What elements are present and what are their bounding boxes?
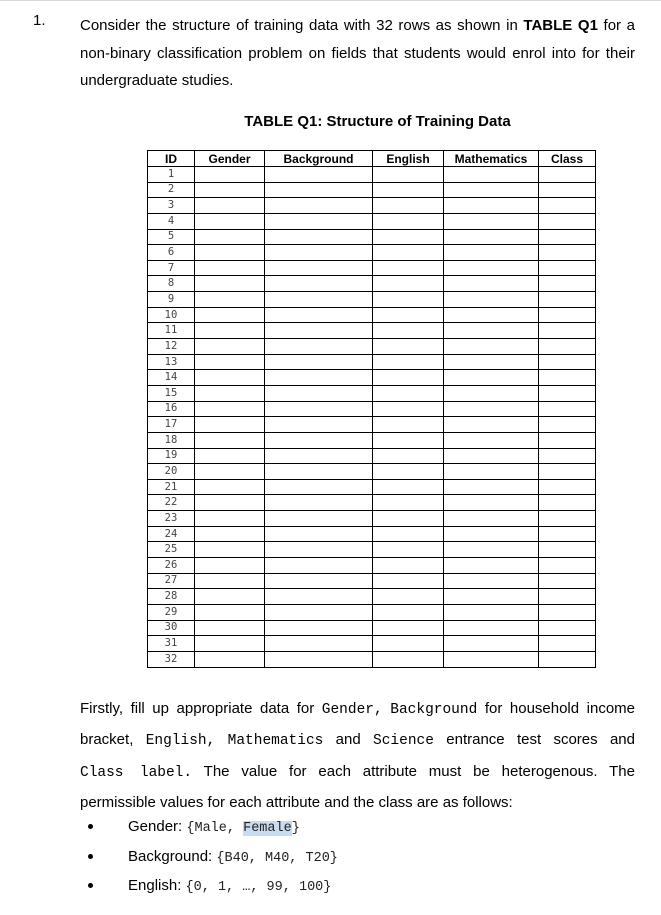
empty-cell	[444, 651, 539, 667]
table-row	[148, 401, 596, 417]
empty-cell	[373, 542, 444, 558]
table-row	[148, 448, 596, 464]
empty-cell	[539, 526, 596, 542]
empty-cell	[539, 198, 596, 214]
empty-cell	[539, 292, 596, 308]
cell-id: 12	[148, 339, 195, 355]
empty-cell	[265, 370, 373, 386]
bullet-icon	[88, 883, 93, 888]
empty-cell	[373, 651, 444, 667]
empty-cell	[195, 495, 265, 511]
cell-id: 27	[148, 573, 195, 589]
empty-cell	[265, 417, 373, 433]
cell-id: 18	[148, 432, 195, 448]
empty-cell	[539, 542, 596, 558]
empty-cell	[195, 464, 265, 480]
cell-id: 8	[148, 276, 195, 292]
cell-id: 11	[148, 323, 195, 339]
empty-cell	[539, 245, 596, 261]
empty-cell	[539, 495, 596, 511]
empty-cell	[265, 604, 373, 620]
cell-id: 3	[148, 198, 195, 214]
cell-id: 26	[148, 558, 195, 574]
bullet-icon	[88, 854, 93, 859]
empty-cell	[539, 385, 596, 401]
empty-cell	[539, 213, 596, 229]
table-row	[148, 292, 596, 308]
cell-id: 10	[148, 307, 195, 323]
empty-cell	[373, 417, 444, 433]
empty-cell	[539, 307, 596, 323]
empty-cell	[373, 354, 444, 370]
empty-cell	[539, 651, 596, 667]
instr-text: bracket,	[80, 731, 146, 749]
empty-cell	[444, 448, 539, 464]
bullet-values: {B40, M40, T20}	[216, 850, 338, 866]
empty-cell	[195, 307, 265, 323]
bullet-label: Background:	[128, 847, 217, 865]
empty-cell	[373, 245, 444, 261]
bullet-label: English:	[128, 877, 186, 894]
table-row	[148, 573, 596, 589]
empty-cell	[265, 495, 373, 511]
empty-cell	[373, 182, 444, 198]
empty-cell	[195, 589, 265, 605]
col-header-gender: Gender	[195, 151, 265, 167]
empty-cell	[373, 292, 444, 308]
table-row	[148, 198, 596, 214]
empty-cell	[539, 432, 596, 448]
empty-cell	[373, 479, 444, 495]
empty-cell	[265, 401, 373, 417]
empty-cell	[444, 245, 539, 261]
empty-cell	[265, 651, 373, 667]
cell-id: 28	[148, 589, 195, 605]
empty-cell	[444, 276, 539, 292]
empty-cell	[373, 385, 444, 401]
table-row	[148, 589, 596, 605]
empty-cell	[373, 573, 444, 589]
empty-cell	[265, 636, 373, 652]
bullet-values-close: }	[291, 821, 300, 836]
cell-id: 6	[148, 245, 195, 261]
code-class-label: Class label.	[80, 764, 193, 781]
empty-cell	[265, 182, 373, 198]
empty-cell	[539, 229, 596, 245]
code-science: Science	[373, 733, 434, 750]
empty-cell	[444, 182, 539, 198]
empty-cell	[444, 260, 539, 276]
cell-id: 23	[148, 511, 195, 527]
cell-id: 19	[148, 448, 195, 464]
bullet-label: Gender:	[128, 818, 187, 835]
table-body	[148, 167, 596, 668]
list-item	[80, 812, 640, 842]
empty-cell	[444, 401, 539, 417]
table-row	[148, 479, 596, 495]
empty-cell	[195, 213, 265, 229]
cell-id: 7	[148, 260, 195, 276]
empty-cell	[265, 464, 373, 480]
empty-cell	[195, 620, 265, 636]
table-row	[148, 260, 596, 276]
cell-id: 15	[148, 385, 195, 401]
instr-text: entrance test scores and	[433, 731, 635, 749]
empty-cell	[265, 213, 373, 229]
bullet-values-highlight[interactable]: Female	[243, 821, 292, 836]
empty-cell	[195, 292, 265, 308]
empty-cell	[444, 620, 539, 636]
empty-cell	[444, 479, 539, 495]
empty-cell	[444, 511, 539, 527]
empty-cell	[373, 370, 444, 386]
empty-cell	[444, 417, 539, 433]
empty-cell	[444, 198, 539, 214]
empty-cell	[444, 589, 539, 605]
empty-cell	[444, 229, 539, 245]
empty-cell	[373, 276, 444, 292]
code-english: English,	[145, 733, 216, 750]
empty-cell	[444, 307, 539, 323]
instructions-paragraph	[80, 694, 635, 818]
empty-cell	[373, 448, 444, 464]
empty-cell	[373, 636, 444, 652]
empty-cell	[373, 260, 444, 276]
table-row	[148, 229, 596, 245]
cell-id: 13	[148, 354, 195, 370]
instructions-line-4: permissible values for each attribute and the class are as follows:	[80, 794, 513, 812]
table-row	[148, 495, 596, 511]
empty-cell	[265, 511, 373, 527]
table-row	[148, 558, 596, 574]
question-intro	[80, 12, 635, 95]
empty-cell	[539, 276, 596, 292]
table-row	[148, 167, 596, 183]
training-data-table	[147, 150, 596, 668]
cell-id: 25	[148, 542, 195, 558]
empty-cell	[444, 558, 539, 574]
table-row	[148, 417, 596, 433]
table-row	[148, 339, 596, 355]
empty-cell	[373, 464, 444, 480]
empty-cell	[539, 464, 596, 480]
empty-cell	[444, 292, 539, 308]
table-row	[148, 604, 596, 620]
empty-cell	[265, 292, 373, 308]
instr-text: and	[323, 731, 374, 749]
table-row	[148, 245, 596, 261]
empty-cell	[195, 354, 265, 370]
empty-cell	[444, 495, 539, 511]
empty-cell	[195, 401, 265, 417]
empty-cell	[539, 589, 596, 605]
empty-cell	[444, 370, 539, 386]
empty-cell	[444, 604, 539, 620]
empty-cell	[373, 432, 444, 448]
empty-cell	[195, 167, 265, 183]
empty-cell	[373, 620, 444, 636]
cell-id: 21	[148, 479, 195, 495]
table-row	[148, 620, 596, 636]
permissible-values-list	[80, 812, 640, 901]
empty-cell	[265, 620, 373, 636]
code-gender: Gender,	[321, 702, 383, 718]
empty-cell	[265, 385, 373, 401]
empty-cell	[373, 323, 444, 339]
cell-id: 9	[148, 292, 195, 308]
table-row	[148, 464, 596, 480]
cell-id: 16	[148, 401, 195, 417]
bullet-text	[128, 812, 300, 844]
instr-text: Firstly, fill up appropriate data for	[80, 700, 322, 717]
table-title: TABLE Q1: Structure of Training Data	[244, 113, 511, 130]
empty-cell	[195, 339, 265, 355]
intro-table-ref: TABLE Q1	[523, 17, 598, 34]
empty-cell	[265, 526, 373, 542]
cell-id: 30	[148, 620, 195, 636]
cell-id: 2	[148, 182, 195, 198]
empty-cell	[373, 495, 444, 511]
empty-cell	[539, 573, 596, 589]
empty-cell	[373, 167, 444, 183]
col-header-english: English	[373, 151, 444, 167]
empty-cell	[265, 198, 373, 214]
empty-cell	[539, 448, 596, 464]
bullet-values: {0, 1, …, 99, 100}	[185, 880, 332, 895]
empty-cell	[195, 385, 265, 401]
empty-cell	[265, 307, 373, 323]
table-row	[148, 432, 596, 448]
code-background: Background	[390, 702, 478, 718]
empty-cell	[539, 370, 596, 386]
empty-cell	[373, 213, 444, 229]
table-row	[148, 651, 596, 667]
empty-cell	[373, 229, 444, 245]
code-mathematics: Mathematics	[227, 733, 324, 750]
empty-cell	[265, 245, 373, 261]
empty-cell	[195, 229, 265, 245]
table-row	[148, 182, 596, 198]
list-item	[80, 871, 640, 901]
cell-id: 4	[148, 213, 195, 229]
empty-cell	[195, 604, 265, 620]
bullet-text	[128, 842, 338, 874]
instr-text: The value for each attribute must be heterogenous. The	[192, 762, 635, 780]
table-row	[148, 323, 596, 339]
empty-cell	[444, 542, 539, 558]
table-row	[148, 354, 596, 370]
table-row	[148, 526, 596, 542]
empty-cell	[373, 526, 444, 542]
empty-cell	[539, 558, 596, 574]
table-row	[148, 276, 596, 292]
list-item	[80, 842, 640, 872]
cell-id: 32	[148, 651, 195, 667]
empty-cell	[195, 417, 265, 433]
empty-cell	[195, 198, 265, 214]
empty-cell	[373, 589, 444, 605]
empty-cell	[539, 511, 596, 527]
empty-cell	[373, 604, 444, 620]
empty-cell	[444, 432, 539, 448]
empty-cell	[265, 167, 373, 183]
instr-text: for household income	[477, 700, 636, 717]
empty-cell	[265, 448, 373, 464]
empty-cell	[195, 245, 265, 261]
empty-cell	[539, 323, 596, 339]
empty-cell	[444, 385, 539, 401]
table-row	[148, 636, 596, 652]
empty-cell	[373, 511, 444, 527]
empty-cell	[539, 636, 596, 652]
empty-cell	[539, 167, 596, 183]
empty-cell	[444, 167, 539, 183]
empty-cell	[444, 526, 539, 542]
empty-cell	[539, 339, 596, 355]
empty-cell	[195, 276, 265, 292]
empty-cell	[444, 339, 539, 355]
empty-cell	[373, 339, 444, 355]
empty-cell	[195, 636, 265, 652]
empty-cell	[265, 589, 373, 605]
bullet-text	[128, 871, 331, 903]
empty-cell	[373, 198, 444, 214]
empty-cell	[444, 464, 539, 480]
table-row	[148, 542, 596, 558]
empty-cell	[195, 182, 265, 198]
instructions-line-3	[80, 757, 635, 788]
empty-cell	[265, 229, 373, 245]
empty-cell	[195, 370, 265, 386]
empty-cell	[444, 354, 539, 370]
empty-cell	[539, 620, 596, 636]
question-number: 1.	[33, 12, 46, 29]
col-header-background: Background	[265, 151, 373, 167]
cell-id: 5	[148, 229, 195, 245]
cell-id: 22	[148, 495, 195, 511]
empty-cell	[265, 558, 373, 574]
empty-cell	[265, 339, 373, 355]
empty-cell	[539, 354, 596, 370]
empty-cell	[539, 401, 596, 417]
table-row	[148, 213, 596, 229]
empty-cell	[539, 417, 596, 433]
empty-cell	[195, 323, 265, 339]
empty-cell	[539, 260, 596, 276]
empty-cell	[265, 542, 373, 558]
empty-cell	[195, 432, 265, 448]
empty-cell	[373, 558, 444, 574]
top-divider	[0, 0, 661, 1]
table-row	[148, 370, 596, 386]
cell-id: 20	[148, 464, 195, 480]
empty-cell	[539, 182, 596, 198]
empty-cell	[265, 276, 373, 292]
table-row	[148, 307, 596, 323]
empty-cell	[265, 323, 373, 339]
empty-cell	[195, 448, 265, 464]
intro-text-1: Consider the structure of training data with 32 rows as shown in	[80, 17, 524, 34]
empty-cell	[373, 401, 444, 417]
col-header-class: Class	[539, 151, 596, 167]
empty-cell	[195, 511, 265, 527]
empty-cell	[373, 307, 444, 323]
bullet-values-open: {Male,	[186, 821, 244, 836]
empty-cell	[444, 213, 539, 229]
empty-cell	[195, 526, 265, 542]
table-row	[148, 385, 596, 401]
table-row	[148, 511, 596, 527]
empty-cell	[195, 651, 265, 667]
cell-id: 17	[148, 417, 195, 433]
empty-cell	[195, 558, 265, 574]
empty-cell	[265, 432, 373, 448]
table-header-row	[148, 151, 596, 167]
instructions-line-1	[80, 694, 635, 725]
intro-text-2: for a non-binary classification problem on fields that students would enrol into for their undergraduate studies.	[80, 17, 635, 89]
col-header-mathematics: Mathematics	[444, 151, 539, 167]
empty-cell	[265, 354, 373, 370]
empty-cell	[444, 636, 539, 652]
cell-id: 29	[148, 604, 195, 620]
cell-id: 31	[148, 636, 195, 652]
empty-cell	[195, 479, 265, 495]
empty-cell	[265, 479, 373, 495]
instructions-line-2	[80, 725, 635, 756]
empty-cell	[444, 323, 539, 339]
empty-cell	[539, 604, 596, 620]
empty-cell	[265, 573, 373, 589]
cell-id: 24	[148, 526, 195, 542]
cell-id: 14	[148, 370, 195, 386]
empty-cell	[265, 260, 373, 276]
cell-id: 1	[148, 167, 195, 183]
empty-cell	[195, 260, 265, 276]
empty-cell	[195, 573, 265, 589]
empty-cell	[444, 573, 539, 589]
col-header-id: ID	[148, 151, 195, 167]
bullet-icon	[88, 824, 93, 829]
empty-cell	[195, 542, 265, 558]
empty-cell	[539, 479, 596, 495]
